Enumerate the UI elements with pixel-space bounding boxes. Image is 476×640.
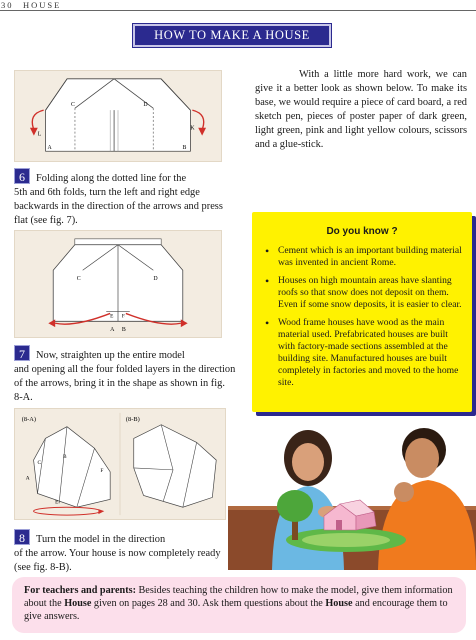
- do-you-know-list: [252, 245, 472, 389]
- step-8-text-first: Turn the model in the direction: [36, 534, 166, 545]
- children-with-house-model: [228, 420, 476, 570]
- label-a: A: [25, 475, 30, 482]
- figure-fold-step-7: [14, 230, 222, 338]
- label-a: A: [110, 327, 115, 334]
- children-illustration: [228, 420, 476, 570]
- step-8-text-rest: of the arrow. Your house is now completely ready (see fig. 8-B).: [14, 548, 221, 573]
- page-title: HOW TO MAKE A HOUSE: [133, 24, 331, 47]
- step-6: [14, 168, 236, 228]
- figure-fold-step-6: [14, 70, 222, 162]
- step-7-number: 7: [14, 345, 30, 361]
- step-8: [14, 529, 228, 575]
- label-d: D: [143, 102, 148, 109]
- teachers-note-part3: and encourage them to give answers.: [24, 598, 448, 622]
- label-c: C: [76, 276, 81, 283]
- label-e: E: [110, 313, 114, 320]
- teachers-note-part1: Besides teaching the children how to make the model, give them information about the: [24, 585, 453, 609]
- teachers-note: [12, 577, 466, 633]
- teachers-note-lead: For teachers and parents:: [24, 585, 136, 596]
- intro-paragraph: With a little more hard work, we can give it a better look as shown below. To make its base, we would require a piece of card board, a red sketch pen, pieces of poster paper of dark green, light green, pink and light yellow colours, scissors and a glue-stick.: [255, 69, 467, 150]
- label-b: B: [63, 454, 67, 461]
- label-c: C: [71, 102, 75, 109]
- label-a: A: [47, 145, 52, 152]
- page-number: 30: [1, 0, 14, 10]
- fold-diagram-a: [15, 71, 221, 161]
- teachers-note-house: House: [325, 598, 353, 609]
- label-l: L: [37, 131, 42, 138]
- label-d: D: [153, 276, 158, 283]
- step-7-text-first: Now, straighten up the entire model: [36, 350, 185, 361]
- label-k: K: [190, 125, 195, 132]
- do-you-know-box: [252, 212, 472, 412]
- step-6-text-first: Folding along the dotted line for the: [36, 173, 187, 184]
- do-you-know-title: Do you know ?: [326, 226, 398, 237]
- label-e: E: [55, 499, 59, 506]
- header-rule: [0, 10, 476, 11]
- fact-item: • Houses on high mountain areas have slanting roofs so that snow does not deposit on them. Even if some snow deposits, it is easier to clear.: [264, 275, 462, 311]
- fig-8a-tag: (8-A): [21, 415, 36, 423]
- section-name: HOUSE: [23, 0, 62, 10]
- figure-8: [14, 408, 226, 520]
- fact-item: • Wood frame houses have wood as the main material used. Prefabricated houses are built with factory-made sections assembled at the building site. Manufactured houses are built completely in factories and moved to the home site.: [264, 317, 462, 389]
- fact-item: • Cement which is an important building material was invented in ancient Rome.: [264, 245, 462, 269]
- fold-diagram-c: [15, 409, 225, 519]
- label-b: B: [121, 327, 126, 334]
- fold-diagram-b: [15, 231, 221, 337]
- step-6-text-rest: 5th and 6th folds, turn the left and right edge backwards in the direction of the arrows and press flat (see fig. 7).: [14, 187, 223, 226]
- fig-8b-tag: (8-B): [125, 415, 140, 423]
- label-b: B: [182, 145, 187, 152]
- step-7-text-rest: and opening all the four folded layers in the direction of the arrows, bring it in the shape as shown in fig. 8-A.: [14, 364, 236, 403]
- label-f: F: [121, 313, 125, 320]
- step-7: [14, 345, 236, 405]
- teachers-note-part2: given on pages 28 and 30. Ask them questions about the: [91, 598, 326, 609]
- step-8-number: 8: [14, 529, 30, 545]
- label-f: F: [100, 467, 104, 474]
- teachers-note-house: House: [64, 598, 92, 609]
- step-6-number: 6: [14, 168, 30, 184]
- label-c: C: [37, 460, 42, 466]
